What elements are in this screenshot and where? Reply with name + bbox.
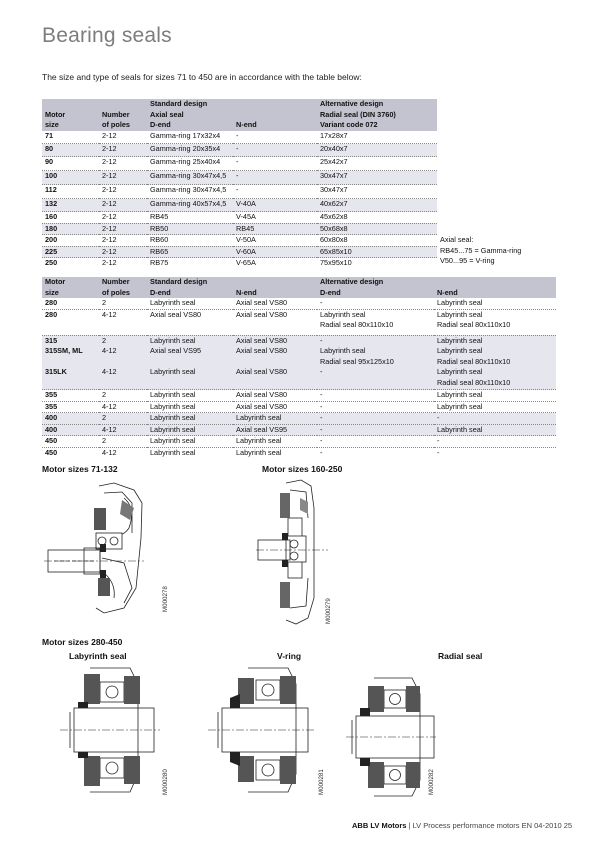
table-cell: 160 [42,212,99,224]
table-cell: 50x68x8 [317,223,437,235]
table-cell: - [317,335,434,346]
table-cell: 2-12 [99,199,147,212]
table-cell: 2-12 [99,258,147,269]
drawing-labyrinth-seal [60,664,160,796]
header-cell: Motor [45,277,66,286]
table-cell: Labyrinth seal [317,309,434,320]
table-cell [42,320,99,335]
subcaption-labyrinth-seal: Labyrinth seal [69,651,127,661]
table-cell: 90 [42,157,99,171]
table-cell: 20x40x7 [317,144,437,157]
header-cell [233,99,317,110]
table-cell: 80 [42,144,99,157]
table-cell: 40x62x7 [317,199,437,212]
table-cell: Labyrinth seal [434,335,556,346]
header-cell: N-end [236,120,257,129]
table-cell: Axial seal VS95 [150,346,202,355]
table-cell: Axial seal VS80 [236,346,288,355]
table-cell: 17x28x7 [320,130,348,140]
table-cell: Axial seal VS80 [147,309,233,320]
table-cell: 2-12 [99,144,147,157]
header-cell [99,99,147,110]
page-footer [352,821,572,830]
drawing-radial-seal [346,676,436,798]
header-cell [434,277,556,288]
table-cell [42,378,99,390]
footer-text: | LV Process performance motors EN 04-2010 25 [406,821,573,830]
caption-motor-sizes-160-250: Motor sizes 160-250 [262,464,343,474]
table-cell: 450 [42,447,99,458]
table-cell: Labyrinth seal [437,367,483,376]
caption-motor-sizes-280-450: Motor sizes 280-450 [42,637,123,647]
table-cell: - [434,436,556,448]
table-cell: - [233,144,317,157]
table-cell: 2-12 [102,130,117,140]
table-row [42,258,437,269]
header-cell: Number [102,109,130,119]
table-cell [147,378,233,390]
table-cell: V-40A [233,199,317,212]
table-cell: V-45A [233,212,317,224]
table-cell: Radial seal 95x125x10 [320,356,394,366]
table-row [42,335,556,346]
table-cell: - [317,413,434,425]
table-cell: Axial seal VS80 [236,367,288,376]
table-cell: RB65 [147,246,233,258]
table-row [42,212,437,224]
table-cell: Labyrinth seal [233,436,317,448]
table-cell: RB60 [147,235,233,247]
table-cell: Labyrinth seal [437,346,483,355]
table-cell: 4-12 [99,424,147,436]
table-cell [99,378,147,390]
table-cell [99,320,147,335]
table-cell: Gamma-ring 30x47x4,5 [147,171,233,185]
table-cell: Labyrinth seal [147,413,233,425]
table-row [42,199,437,212]
table-cell: V-65A [233,258,317,269]
table-cell: 280 [45,298,58,307]
table-cell: Labyrinth seal [147,447,233,458]
table-cell: Labyrinth seal [147,424,233,436]
caption-motor-sizes-71-132: Motor sizes 71-132 [42,464,118,474]
table-cell: 355 [42,401,99,413]
table-row [42,401,556,413]
table-cell: 4-12 [102,367,117,376]
table-cell: - [233,157,317,171]
table-cell: 2 [99,436,147,448]
table-row [42,447,556,458]
table-cell: Labyrinth seal [434,309,556,320]
table-cell: Labyrinth seal [233,447,317,458]
drawing-code-3: M000280 [162,769,169,795]
table-cell: 132 [42,199,99,212]
header-cell: Radial seal (DIN 3760) [320,109,396,119]
table-cell: 4-12 [102,346,117,355]
table-cell: Axial seal VS80 [233,390,317,402]
page-title: Bearing seals [42,24,172,47]
subcaption-radial-seal: Radial seal [438,651,483,661]
table-cell: 4-12 [99,447,147,458]
axial-seal-note: RB45...75 = Gamma-ring [440,245,522,255]
table-cell: 30x47x7 [317,171,437,185]
table-cell: Labyrinth seal [434,401,556,413]
table-cell: Labyrinth seal [147,401,233,413]
table-cell: - [434,413,556,425]
header-cell [233,110,317,121]
table-cell: Labyrinth seal [150,298,196,307]
table-cell: Gamma-ring 40x57x4,5 [147,199,233,212]
table-cell: 2-12 [99,246,147,258]
table-cell: RB45 [233,223,317,235]
table-row [42,357,556,368]
table-row [42,246,437,258]
table-cell: 355 [42,390,99,402]
table-cell: Labyrinth seal [233,413,317,425]
table-cell: 315LK [45,367,67,376]
table-cell: 112 [42,185,99,199]
table-cell: 200 [42,235,99,247]
table-row [42,367,556,378]
table-cell: - [236,130,239,140]
table-cell: Axial seal VS80 [233,401,317,413]
table-row [42,436,556,448]
header-cell [233,277,317,288]
header-cell: size [45,120,59,129]
table-cell: - [233,185,317,199]
drawing-motor-160-250 [256,478,331,626]
table-cell: Labyrinth seal [150,367,196,376]
header-cell: Alternative design [320,99,384,108]
drawing-code-4: M000281 [318,769,325,795]
table-cell: - [317,390,434,402]
table-cell [233,378,317,390]
seal-table-280-450 [42,277,556,458]
table-row [42,424,556,436]
table-cell: Labyrinth seal [437,298,483,307]
table-cell: 2-12 [99,157,147,171]
table-row [42,346,556,357]
table-cell: 75x95x10 [317,258,437,269]
table-cell: Gamma-ring 25x40x4 [147,157,233,171]
table-cell: 45x62x8 [317,212,437,224]
table-cell: 4-12 [99,309,147,320]
table-cell: - [320,367,323,376]
table-row [42,378,556,390]
table-cell: V-50A [233,235,317,247]
table-cell: Axial seal VS95 [233,424,317,436]
table-row [42,309,556,320]
table-cell: Radial seal 80x110x10 [437,356,511,366]
table-cell: 2-12 [99,235,147,247]
header-cell: Number [102,277,130,286]
table-cell: RB75 [147,258,233,269]
table-cell: 400 [42,424,99,436]
drawing-code-2: M000279 [325,598,332,624]
table-cell: Labyrinth seal [147,390,233,402]
table-cell: 400 [42,413,99,425]
table-cell: Gamma-ring 30x47x4,5 [147,185,233,199]
header-cell: of poles [102,287,130,297]
table-cell: 2 [102,298,107,307]
table-row [42,320,556,335]
table-cell: 30x47x7 [317,185,437,199]
table-row [42,413,556,425]
table-cell: 315SM, ML [45,346,83,355]
header-cell: Variant code 072 [320,120,378,129]
table-cell: Labyrinth seal [434,424,556,436]
table-cell: 100 [42,171,99,185]
table-cell: Radial seal 80x110x10 [320,320,394,329]
table-cell: Gamma-ring 17x32x4 [150,130,221,140]
table-cell: - [434,447,556,458]
table-row [42,390,556,402]
table-cell: 2-12 [99,185,147,199]
table-cell: 225 [42,246,99,258]
table-cell [147,320,233,335]
intro-text: The size and type of seals for sizes 71 to 450 are in accordance with the table below: [42,72,362,82]
header-cell: Axial seal [150,109,184,119]
table-cell: Axial seal VS80 [233,309,317,320]
table-cell [317,378,434,390]
table-cell: Labyrinth seal [147,436,233,448]
table-cell [42,357,99,368]
header-cell: Motor [45,109,66,119]
drawing-code-5: M000282 [428,769,435,795]
table-cell: - [317,447,434,458]
header-cell: D-end [320,287,341,297]
table-cell: RB45 [147,212,233,224]
table-cell: Labyrinth seal [320,346,366,355]
table-cell: - [317,401,434,413]
header-cell: D-end [150,120,171,129]
drawing-code-1: M000278 [162,586,169,612]
table-cell: Gamma-ring 20x35x4 [147,144,233,157]
header-cell: D-end [150,287,171,297]
table-cell: Axial seal VS80 [233,335,317,346]
table-cell: Radial seal 80x110x10 [437,320,511,329]
table-cell: - [317,436,434,448]
header-cell: N-end [437,287,458,297]
table2-header [42,277,556,298]
table-cell: V-60A [233,246,317,258]
table-row [42,171,437,185]
table-cell: 2 [99,390,147,402]
table-cell: 2 [99,335,147,346]
table-cell [233,320,317,335]
header-cell: of poles [102,120,130,129]
header-cell: Standard design [150,277,208,286]
header-cell: N-end [236,287,257,297]
table-row [42,235,437,247]
table-cell [99,357,147,368]
drawing-motor-71-132 [44,478,169,618]
table-cell: Axial seal VS80 [236,298,288,307]
table-cell: 315 [42,335,99,346]
footer-brand: ABB LV Motors [352,821,407,830]
table-cell: 2-12 [99,171,147,185]
header-cell: Standard design [150,99,208,108]
table-cell: - [320,298,323,307]
axial-seal-note: Axial seal: [440,235,474,244]
table-cell: - [233,171,317,185]
table-cell: Labyrinth seal [434,390,556,402]
table-cell: 4-12 [99,401,147,413]
table-cell: 2-12 [99,223,147,235]
subcaption-v-ring: V-ring [277,651,302,661]
header-cell [42,99,99,110]
table-cell: 25x42x7 [317,157,437,171]
table-cell: Radial seal 80x110x10 [437,377,511,387]
table-cell: - [317,424,434,436]
table-cell: 2-12 [99,212,147,224]
table-row [42,223,437,235]
table-cell: Labyrinth seal [147,335,233,346]
table-cell [233,357,317,368]
table-cell: 65x85x10 [317,246,437,258]
table-cell: 280 [42,309,99,320]
seal-table-71-250 [42,99,437,269]
table-cell: 180 [42,223,99,235]
table-row [42,157,437,171]
table-row [42,144,437,157]
header-cell: size [45,287,59,297]
table-cell: 250 [42,258,99,269]
table-row [42,185,437,199]
drawing-v-ring [208,664,314,796]
table-row [42,131,437,144]
table1-header [42,99,437,131]
table-cell: 2 [99,413,147,425]
header-cell: Alternative design [320,277,384,286]
table-row [42,298,556,309]
table-cell [147,357,233,368]
table-cell: RB50 [147,223,233,235]
axial-seal-note: V50...95 = V-ring [440,256,495,265]
table-cell: 71 [45,130,54,140]
table-cell: 450 [42,436,99,448]
table-cell: 60x80x8 [317,235,437,247]
